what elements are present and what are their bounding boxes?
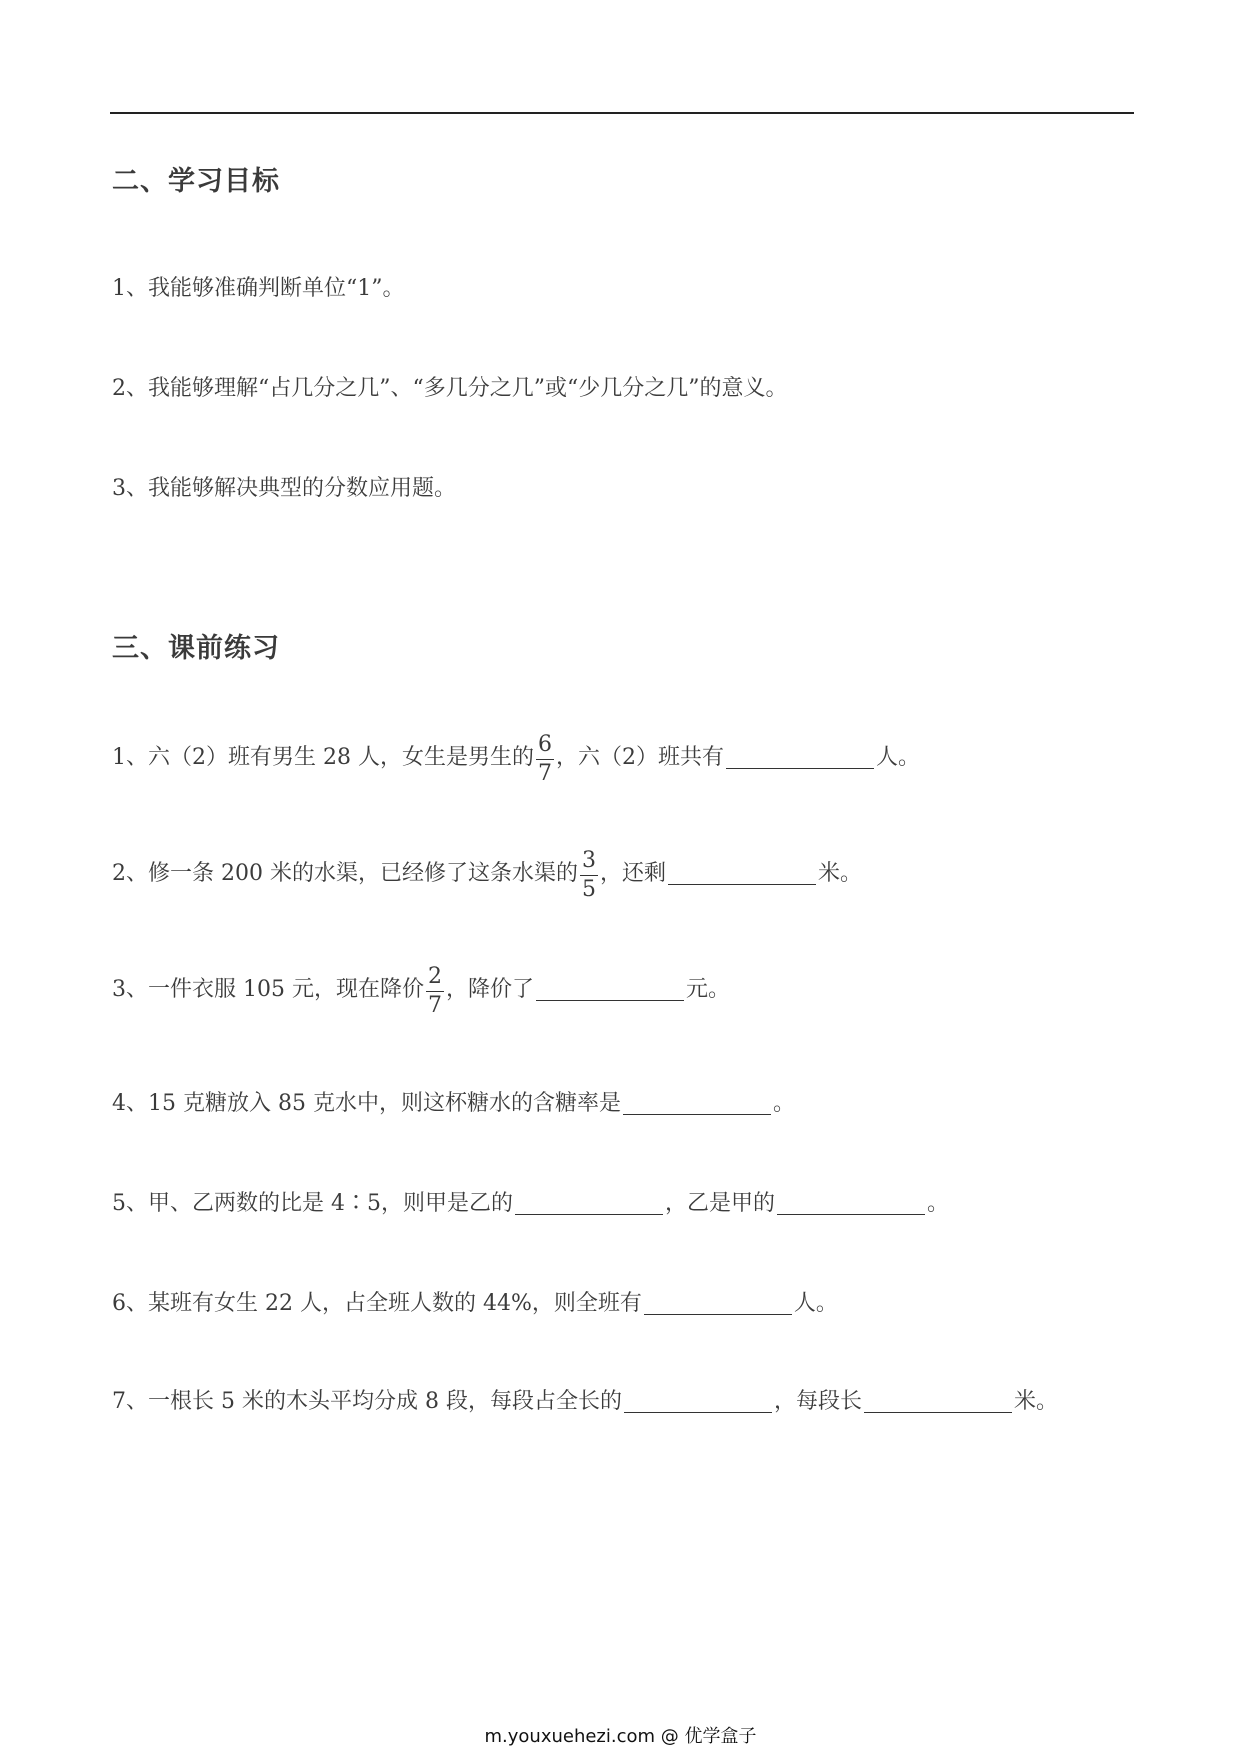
- fraction: [536, 734, 554, 785]
- question-text: 米。: [818, 860, 863, 886]
- answer-blank[interactable]: [624, 1390, 772, 1413]
- question-text: 2、修一条 200 米的水渠，已经修了这条水渠的: [112, 860, 578, 886]
- fraction-numerator: 3: [580, 850, 598, 876]
- answer-blank[interactable]: [777, 1192, 925, 1215]
- fraction: [426, 966, 444, 1017]
- question-text: 7、一根长 5 米的木头平均分成 8 段，每段占全长的: [112, 1388, 622, 1414]
- question-text: 6、某班有女生 22 人，占全班人数的 44%，则全班有: [112, 1290, 642, 1316]
- fraction: [580, 850, 598, 901]
- fraction-numerator: 6: [536, 734, 554, 760]
- practice-question-3: [112, 964, 731, 1018]
- answer-blank[interactable]: [536, 978, 684, 1001]
- fraction-denominator: 5: [581, 877, 596, 902]
- question-text: ，降价了: [445, 976, 534, 1002]
- footer-watermark: m.youxuehezi.com @ 优学盒子: [484, 1726, 757, 1747]
- section-title-practice: 三、课前练习: [112, 633, 280, 664]
- fraction-numerator: 2: [426, 966, 444, 992]
- practice-question-5: [112, 1192, 949, 1215]
- question-text: ，每段长: [773, 1388, 862, 1414]
- answer-blank[interactable]: [623, 1092, 771, 1115]
- practice-question-4: [112, 1092, 795, 1115]
- question-text: 1、六（2）班有男生 28 人，女生是男生的: [112, 744, 534, 770]
- goal-item-2: 2、我能够理解“占几分之几”、“多几分之几”或“少几分之几”的意义。: [112, 376, 788, 401]
- practice-question-6: [112, 1292, 838, 1315]
- fraction-denominator: 7: [537, 761, 552, 786]
- goal-item-1: 1、我能够准确判断单位“1”。: [112, 276, 405, 301]
- practice-question-2: [112, 848, 863, 902]
- practice-question-7: [112, 1390, 1058, 1413]
- answer-blank[interactable]: [644, 1292, 792, 1315]
- question-text: ，六（2）班共有: [555, 744, 724, 770]
- practice-question-1: [112, 732, 920, 786]
- section-title-goals: 二、学习目标: [112, 166, 280, 197]
- question-text: 人。: [875, 744, 920, 770]
- question-text: 。: [772, 1090, 795, 1116]
- answer-blank[interactable]: [864, 1390, 1012, 1413]
- question-text: 。: [927, 1190, 950, 1216]
- top-divider: [110, 112, 1134, 114]
- question-text: 4、15 克糖放入 85 克水中，则这杯糖水的含糖率是: [112, 1090, 621, 1116]
- question-text: 元。: [686, 976, 731, 1002]
- question-text: 人。: [793, 1290, 838, 1316]
- goal-item-3: 3、我能够解决典型的分数应用题。: [112, 476, 456, 501]
- answer-blank[interactable]: [726, 746, 874, 769]
- question-text: ，乙是甲的: [665, 1190, 776, 1216]
- question-text: 3、一件衣服 105 元，现在降价: [112, 976, 424, 1002]
- fraction-denominator: 7: [427, 993, 442, 1018]
- question-text: ，还剩: [599, 860, 666, 886]
- answer-blank[interactable]: [668, 862, 816, 885]
- answer-blank[interactable]: [515, 1192, 663, 1215]
- question-text: 米。: [1013, 1388, 1058, 1414]
- question-text: 5、甲、乙两数的比是 4∶5，则甲是乙的: [112, 1190, 513, 1216]
